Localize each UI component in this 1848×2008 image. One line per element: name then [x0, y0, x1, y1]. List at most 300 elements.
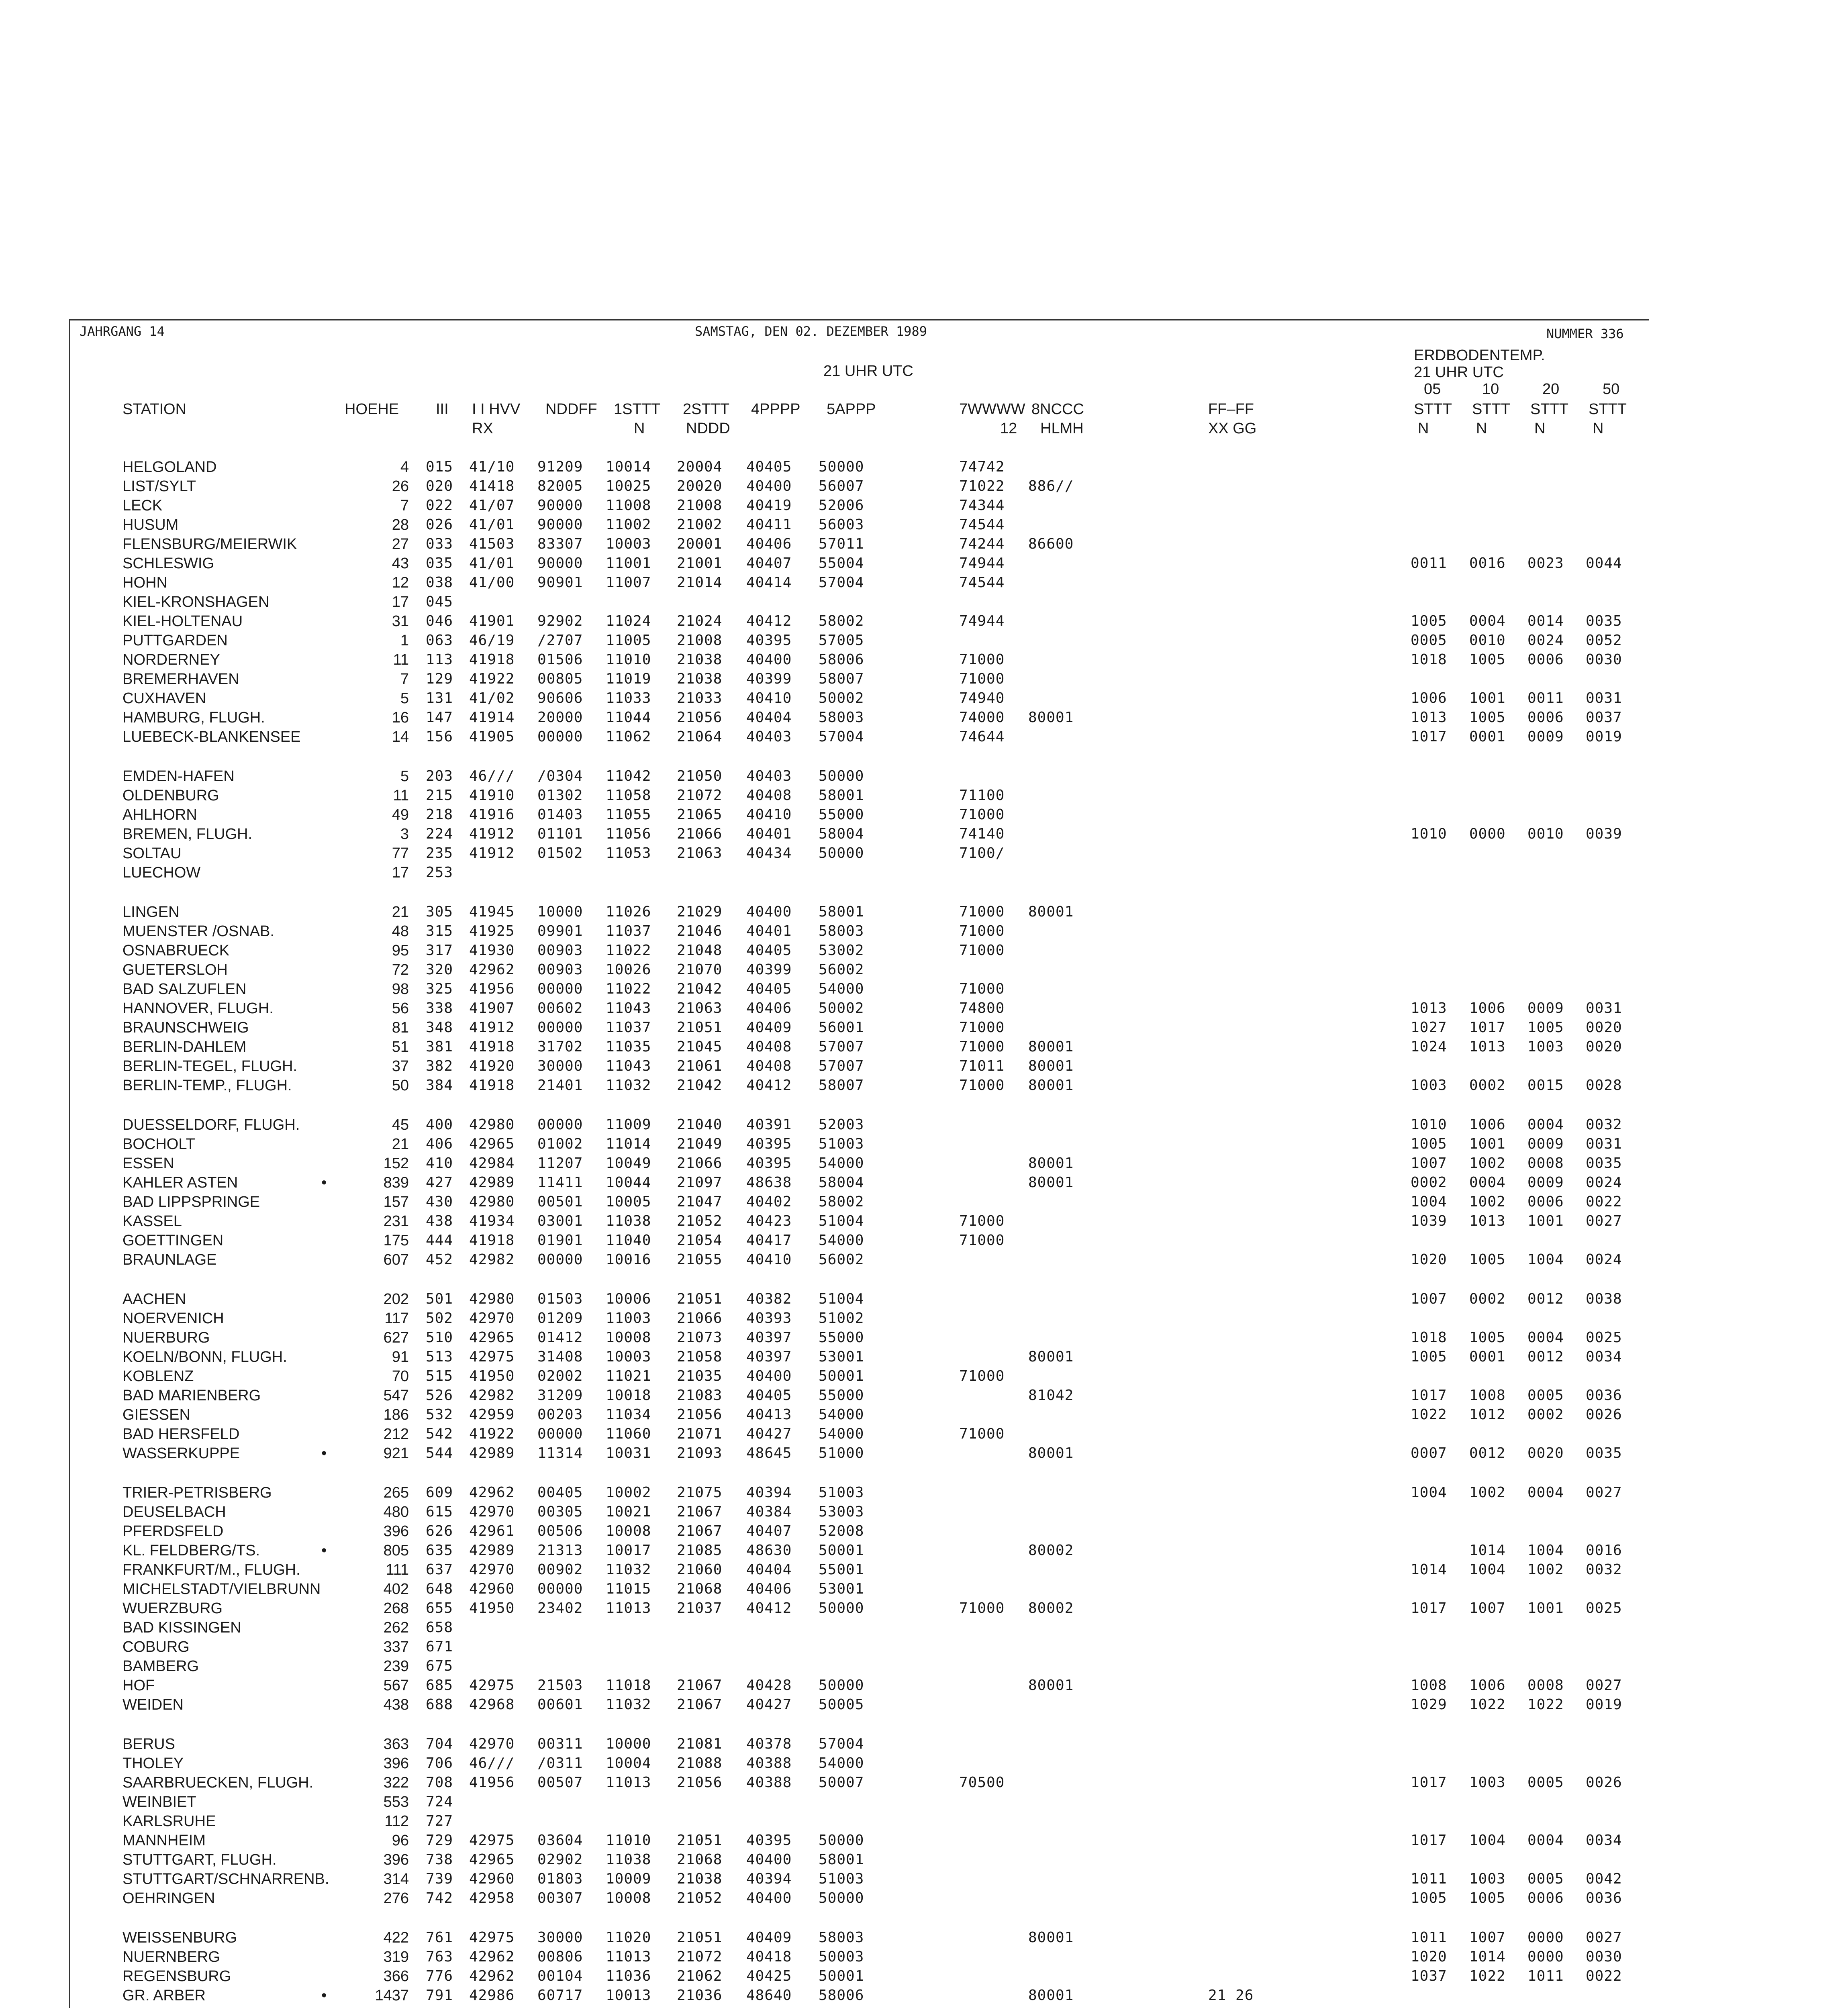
- soil-temp-50: 0020: [1586, 1019, 1622, 1036]
- soil-temp-05: 1017: [1411, 1600, 1447, 1616]
- station-row: [0, 1754, 1578, 1773]
- group-nddff: 00806: [537, 1949, 583, 1965]
- col-sttt-20: STTT: [1530, 401, 1568, 418]
- group-nddff: 01506: [537, 651, 583, 668]
- group-7wwww: 71000: [959, 1600, 1005, 1616]
- station-height: 186: [383, 1406, 409, 1423]
- station-name: BOCHOLT: [123, 1136, 195, 1153]
- group-nddff: 00405: [537, 1484, 583, 1501]
- group-5appp: 51004: [819, 1213, 864, 1229]
- soil-temp-05: 1003: [1411, 1077, 1447, 1094]
- group-nddff: 00000: [537, 1116, 583, 1133]
- group-nddff: 00311: [537, 1736, 583, 1752]
- group-5appp: 54000: [819, 1232, 864, 1249]
- group-nddff: 02902: [537, 1851, 583, 1868]
- station-row: [0, 612, 1622, 631]
- soil-temp-50: 0034: [1586, 1832, 1622, 1849]
- group-5appp: 50000: [819, 1677, 864, 1694]
- station-id: 215: [426, 787, 453, 804]
- station-id: 513: [426, 1349, 453, 1365]
- group-nddff: 00501: [537, 1194, 583, 1210]
- group-1sttt: 11007: [606, 574, 651, 591]
- station-id: 727: [426, 1813, 453, 1829]
- soil-temp-05: 0011: [1411, 555, 1447, 571]
- station-row: [0, 670, 1578, 688]
- group-5appp: 56002: [819, 1251, 864, 1268]
- soil-temp-20: 0005: [1527, 1387, 1564, 1404]
- group-7wwww: 74944: [959, 555, 1005, 571]
- group-7wwww: 71000: [959, 923, 1005, 939]
- station-name: STUTTGART, FLUGH.: [123, 1851, 277, 1868]
- mountain-marker: •: [321, 1445, 327, 1462]
- station-height: 81: [392, 1019, 409, 1036]
- soil-temp-10: 0002: [1469, 1291, 1506, 1307]
- group-1sttt: 11013: [606, 1600, 651, 1616]
- group-1sttt: 10014: [606, 459, 651, 475]
- station-height: 265: [383, 1484, 409, 1501]
- group-2sttt: 21051: [677, 1929, 723, 1946]
- soil-temp-20: 1022: [1527, 1696, 1564, 1713]
- soil-temp-20: 0014: [1527, 613, 1564, 629]
- station-name: WASSERKUPPE: [123, 1445, 240, 1462]
- station-row: [0, 708, 1622, 727]
- group-1sttt: 11019: [606, 671, 651, 687]
- group-1sttt: 11055: [606, 806, 651, 823]
- station-height: 175: [383, 1232, 409, 1249]
- group-2sttt: 21067: [677, 1696, 723, 1713]
- station-id: 015: [426, 459, 453, 475]
- group-7wwww: 74800: [959, 1000, 1005, 1016]
- group-8nccc: 80001: [1028, 1929, 1074, 1946]
- station-name: KOBLENZ: [123, 1368, 194, 1385]
- soil-temp-10: 0004: [1469, 613, 1506, 629]
- station-row: [0, 1425, 1578, 1443]
- station-height: 49: [392, 806, 409, 823]
- group-2sttt: 21047: [677, 1194, 723, 1210]
- station-row: [0, 1676, 1622, 1695]
- soil-temp-20: 1005: [1527, 1019, 1564, 1036]
- group-2sttt: 21048: [677, 942, 723, 959]
- group-5appp: 50001: [819, 1542, 864, 1559]
- station-row: [0, 1870, 1622, 1888]
- group-nddff: 01412: [537, 1329, 583, 1346]
- group-4pppp: 48640: [746, 1987, 792, 2004]
- group-1sttt: 11056: [606, 826, 651, 842]
- group-nddff: 11207: [537, 1155, 583, 1171]
- station-id: 338: [426, 1000, 453, 1016]
- group-2sttt: 21033: [677, 690, 723, 706]
- group-iihvv: 41910: [469, 787, 515, 804]
- group-iihvv: 41956: [469, 981, 515, 997]
- observation-time: 21 UHR UTC: [823, 363, 913, 380]
- group-5appp: 50001: [819, 1368, 864, 1384]
- station-name: GOETTINGEN: [123, 1232, 224, 1249]
- station-id: 742: [426, 1890, 453, 1906]
- soil-temp-10: 1006: [1469, 1000, 1506, 1016]
- station-row: [0, 1154, 1622, 1173]
- station-name: NUERNBERG: [123, 1949, 220, 1965]
- station-height: 627: [383, 1329, 409, 1346]
- station-id: 501: [426, 1291, 453, 1307]
- group-8nccc: 886//: [1028, 478, 1074, 494]
- station-height: 17: [392, 594, 409, 610]
- group-8nccc: 80001: [1028, 1058, 1074, 1074]
- group-nddff: 00000: [537, 1426, 583, 1442]
- group-4pppp: 40427: [746, 1696, 792, 1713]
- group-nddff: 23402: [537, 1600, 583, 1616]
- group-5appp: 53003: [819, 1504, 864, 1520]
- soil-temp-10: 0004: [1469, 1174, 1506, 1191]
- group-nddff: 82005: [537, 478, 583, 494]
- station-id: 708: [426, 1774, 453, 1791]
- group-5appp: 58007: [819, 671, 864, 687]
- group-5appp: 55004: [819, 555, 864, 571]
- soil-temp-50: 0035: [1586, 613, 1622, 629]
- group-nddff: 00903: [537, 961, 583, 978]
- soil-temp-10: 1006: [1469, 1677, 1506, 1694]
- group-iihvv: 42960: [469, 1871, 515, 1887]
- soil-temp-50: 0032: [1586, 1116, 1622, 1133]
- soil-temp-10: 1007: [1469, 1600, 1506, 1616]
- station-id: 444: [426, 1232, 453, 1249]
- station-height: 921: [383, 1445, 409, 1462]
- station-height: 21: [392, 904, 409, 920]
- col-2sttt-sub: NDDD: [686, 420, 730, 437]
- group-8nccc: 80001: [1028, 1445, 1074, 1461]
- station-height: 91: [392, 1349, 409, 1365]
- station-id: 688: [426, 1696, 453, 1713]
- group-iihvv: 41916: [469, 806, 515, 823]
- station-id: 763: [426, 1949, 453, 1965]
- group-2sttt: 21038: [677, 671, 723, 687]
- group-4pppp: 40388: [746, 1774, 792, 1791]
- station-id: 635: [426, 1542, 453, 1559]
- group-1sttt: 11022: [606, 981, 651, 997]
- group-nddff: 03604: [537, 1832, 583, 1849]
- group-2sttt: 21075: [677, 1484, 723, 1501]
- group-5appp: 50003: [819, 1949, 864, 1965]
- group-2sttt: 21046: [677, 923, 723, 939]
- station-name: HOHN: [123, 574, 167, 591]
- group-2sttt: 21088: [677, 1755, 723, 1771]
- group-4pppp: 40419: [746, 497, 792, 514]
- group-4pppp: 40411: [746, 516, 792, 533]
- group-4pppp: 40395: [746, 1832, 792, 1849]
- group-5appp: 51004: [819, 1291, 864, 1307]
- group-nddff: 30000: [537, 1929, 583, 1946]
- group-4pppp: 40404: [746, 709, 792, 726]
- station-id: 305: [426, 904, 453, 920]
- group-5appp: 54000: [819, 1755, 864, 1771]
- group-iihvv: 42970: [469, 1736, 515, 1752]
- group-7wwww: 71000: [959, 1039, 1005, 1055]
- group-iihvv: 42975: [469, 1832, 515, 1849]
- group-iihvv: 42980: [469, 1116, 515, 1133]
- soil-temp-10: 1014: [1469, 1949, 1506, 1965]
- group-4pppp: 40412: [746, 613, 792, 629]
- station-name: AACHEN: [123, 1291, 186, 1308]
- group-5appp: 57005: [819, 632, 864, 649]
- col-nddff: NDDFF: [545, 401, 597, 418]
- station-row: [0, 496, 1578, 515]
- group-4pppp: 40388: [746, 1755, 792, 1771]
- soil-temp-50: 0035: [1586, 1445, 1622, 1461]
- group-5appp: 54000: [819, 981, 864, 997]
- soil-temp-10: 0012: [1469, 1445, 1506, 1461]
- group-iihvv: 46///: [469, 768, 515, 784]
- soil-temp-50: 0052: [1586, 632, 1622, 649]
- group-iihvv: 42965: [469, 1851, 515, 1868]
- group-8nccc: 80001: [1028, 709, 1074, 726]
- group-iihvv: 41945: [469, 904, 515, 920]
- soil-temp-05: 0005: [1411, 632, 1447, 649]
- group-iihvv: 42965: [469, 1329, 515, 1346]
- station-name: BAD SALZUFLEN: [123, 981, 247, 998]
- group-2sttt: 21045: [677, 1039, 723, 1055]
- group-1sttt: 11062: [606, 729, 651, 745]
- group-iihvv: 42961: [469, 1523, 515, 1539]
- group-2sttt: 21061: [677, 1058, 723, 1074]
- group-1sttt: 11033: [606, 690, 651, 706]
- station-height: 3: [400, 826, 409, 843]
- station-id: 147: [426, 709, 453, 726]
- group-nddff: 92902: [537, 613, 583, 629]
- station-id: 022: [426, 497, 453, 514]
- soil-temp-20: 1004: [1527, 1251, 1564, 1268]
- group-2sttt: 21001: [677, 555, 723, 571]
- group-4pppp: 40405: [746, 981, 792, 997]
- soil-temp-50: 0031: [1586, 1000, 1622, 1016]
- group-4pppp: 40407: [746, 555, 792, 571]
- group-2sttt: 21071: [677, 1426, 723, 1442]
- station-row: [0, 1386, 1622, 1405]
- soil-temp-50: 0037: [1586, 709, 1622, 726]
- group-2sttt: 21042: [677, 981, 723, 997]
- group-iihvv: 41920: [469, 1058, 515, 1074]
- group-4pppp: 40409: [746, 1929, 792, 1946]
- station-id: 026: [426, 516, 453, 533]
- group-1sttt: 10021: [606, 1504, 651, 1520]
- group-nddff: 01803: [537, 1871, 583, 1887]
- station-row: [0, 1251, 1622, 1269]
- station-id: 609: [426, 1484, 453, 1501]
- soil-temp-20: 0020: [1527, 1445, 1564, 1461]
- group-2sttt: 21063: [677, 1000, 723, 1016]
- station-name: KIEL-KRONSHAGEN: [123, 594, 270, 610]
- group-5appp: 52008: [819, 1523, 864, 1539]
- soil-temp-05: 1011: [1411, 1871, 1447, 1887]
- group-1sttt: 11040: [606, 1232, 651, 1249]
- station-row: [0, 1444, 1622, 1463]
- soil-temp-10: 1004: [1469, 1832, 1506, 1849]
- group-1sttt: 11043: [606, 1000, 651, 1016]
- station-id: 761: [426, 1929, 453, 1946]
- group-nddff: 01101: [537, 826, 583, 842]
- soil-temp-10: 1003: [1469, 1774, 1506, 1791]
- group-nddff: 01901: [537, 1232, 583, 1249]
- group-5appp: 53001: [819, 1581, 864, 1597]
- group-nddff: /2707: [537, 632, 583, 649]
- soil-temp-10: 0002: [1469, 1077, 1506, 1094]
- station-row: [0, 1522, 1578, 1541]
- group-5appp: 55000: [819, 1387, 864, 1404]
- group-nddff: 90000: [537, 516, 583, 533]
- group-4pppp: 40405: [746, 459, 792, 475]
- station-row: [0, 1657, 1578, 1675]
- station-name: WUERZBURG: [123, 1600, 223, 1617]
- soil-temp-50: 0016: [1586, 1542, 1622, 1559]
- group-4pppp: 40417: [746, 1232, 792, 1249]
- group-7wwww: 71000: [959, 1368, 1005, 1384]
- group-nddff: 60717: [537, 1987, 583, 2004]
- group-4pppp: 40427: [746, 1426, 792, 1442]
- group-4pppp: 40400: [746, 1368, 792, 1384]
- station-height: 45: [392, 1116, 409, 1133]
- group-nddff: 00203: [537, 1406, 583, 1423]
- soil-temp-10: 1013: [1469, 1039, 1506, 1055]
- group-nddff: 03001: [537, 1213, 583, 1229]
- group-nddff: 11411: [537, 1174, 583, 1191]
- group-8nccc: 80002: [1028, 1600, 1074, 1616]
- group-iihvv: 42982: [469, 1387, 515, 1404]
- group-4pppp: 40406: [746, 536, 792, 552]
- soil-temp-20: 1004: [1527, 1542, 1564, 1559]
- group-2sttt: 21067: [677, 1504, 723, 1520]
- group-2sttt: 21068: [677, 1851, 723, 1868]
- station-row: [0, 1986, 1578, 2005]
- soil-temp-05: 1010: [1411, 826, 1447, 842]
- station-name: LINGEN: [123, 904, 180, 920]
- station-name: BERUS: [123, 1736, 175, 1753]
- group-4pppp: 40400: [746, 478, 792, 494]
- soil-temp-50: 0034: [1586, 1349, 1622, 1365]
- soil-temp-05: 1007: [1411, 1291, 1447, 1307]
- group-nddff: 30000: [537, 1058, 583, 1074]
- group-nddff: 31209: [537, 1387, 583, 1404]
- col-ff: FF–FF: [1208, 401, 1254, 418]
- station-row: [0, 941, 1578, 960]
- soil-temp-05: 1022: [1411, 1406, 1447, 1423]
- group-7wwww: 71000: [959, 671, 1005, 687]
- soil-temp-10: 1005: [1469, 709, 1506, 726]
- station-name: OEHRINGEN: [123, 1890, 215, 1907]
- station-name: KL. FELDBERG/TS.: [123, 1542, 260, 1559]
- soil-temp-50: 0036: [1586, 1890, 1622, 1906]
- station-height: 21: [392, 1136, 409, 1153]
- group-1sttt: 11009: [606, 1116, 651, 1133]
- station-name: BRAUNSCHWEIG: [123, 1019, 249, 1036]
- station-height: 239: [383, 1658, 409, 1675]
- group-2sttt: 21038: [677, 651, 723, 668]
- station-id: 438: [426, 1213, 453, 1229]
- group-5appp: 58002: [819, 613, 864, 629]
- soil-temp-20: 1001: [1527, 1213, 1564, 1229]
- station-height: 396: [383, 1755, 409, 1772]
- station-row: [0, 1290, 1622, 1308]
- group-2sttt: 21066: [677, 1155, 723, 1171]
- station-row: [0, 1948, 1622, 1966]
- group-iihvv: 42984: [469, 1155, 515, 1171]
- group-4pppp: 40408: [746, 1039, 792, 1055]
- station-name: BREMEN, FLUGH.: [123, 826, 253, 843]
- soil-temp-10: 1001: [1469, 690, 1506, 706]
- group-1sttt: 11060: [606, 1426, 651, 1442]
- group-nddff: 01403: [537, 806, 583, 823]
- col-8nccc-sub: HLMH: [1040, 420, 1084, 437]
- group-5appp: 57007: [819, 1039, 864, 1055]
- group-nddff: 91209: [537, 459, 583, 475]
- station-row: [0, 1018, 1622, 1037]
- station-id: 510: [426, 1329, 453, 1346]
- group-1sttt: 11013: [606, 1949, 651, 1965]
- soil-temp-05: 1018: [1411, 1329, 1447, 1346]
- group-iihvv: 42970: [469, 1504, 515, 1520]
- station-id: 156: [426, 729, 453, 745]
- station-name: BRAUNLAGE: [123, 1251, 217, 1268]
- station-height: 95: [392, 942, 409, 959]
- group-4pppp: 40382: [746, 1291, 792, 1307]
- soil-temp-50: 0030: [1586, 651, 1622, 668]
- soil-temp-05: 1039: [1411, 1213, 1447, 1229]
- station-name: GR. ARBER: [123, 1987, 206, 2004]
- group-5appp: 50000: [819, 768, 864, 784]
- station-row: [0, 1812, 1578, 1830]
- group-4pppp: 40395: [746, 1155, 792, 1171]
- station-height: 43: [392, 555, 409, 572]
- station-height: 12: [392, 574, 409, 591]
- soil-temp-20: 0009: [1527, 1000, 1564, 1016]
- group-2sttt: 21093: [677, 1445, 723, 1461]
- group-1sttt: 10044: [606, 1174, 651, 1191]
- group-4pppp: 40434: [746, 845, 792, 861]
- group-5appp: 57007: [819, 1058, 864, 1074]
- group-1sttt: 11044: [606, 709, 651, 726]
- group-2sttt: 21038: [677, 1871, 723, 1887]
- col-n-10: N: [1476, 420, 1487, 437]
- soil-temp-50: 0042: [1586, 1871, 1622, 1887]
- station-row: [0, 1057, 1578, 1075]
- jahrgang-label: JAHRGANG 14: [80, 324, 165, 339]
- group-1sttt: 11002: [606, 516, 651, 533]
- station-row: [0, 1076, 1622, 1095]
- group-nddff: 90000: [537, 555, 583, 571]
- station-id: 729: [426, 1832, 453, 1849]
- group-7wwww: 74644: [959, 729, 1005, 745]
- soil-temp-20: 0004: [1527, 1832, 1564, 1849]
- group-8nccc: 80001: [1028, 1677, 1074, 1694]
- soil-temp-50: 0028: [1586, 1077, 1622, 1094]
- station-name: STUTTGART/SCHNARRENB.: [123, 1871, 329, 1888]
- group-1sttt: 11042: [606, 768, 651, 784]
- group-4pppp: 40406: [746, 1000, 792, 1016]
- col-2sttt: 2STTT: [683, 401, 730, 418]
- group-5appp: 58001: [819, 787, 864, 804]
- station-row: [0, 535, 1578, 553]
- col-ff-sub: XX GG: [1208, 420, 1257, 437]
- group-4pppp: 40410: [746, 806, 792, 823]
- station-height: 5: [400, 768, 409, 785]
- soil-temp-05: 1020: [1411, 1949, 1447, 1965]
- station-name: KIEL-HOLTENAU: [123, 613, 243, 630]
- soil-temp-50: 0039: [1586, 826, 1622, 842]
- station-height: 547: [383, 1387, 409, 1404]
- col-sttt-05: STTT: [1414, 401, 1452, 418]
- soil-temp-20: 1011: [1527, 1968, 1564, 1984]
- soil-temp-05: 1029: [1411, 1696, 1447, 1713]
- group-8nccc: 86600: [1028, 536, 1074, 552]
- station-id: 615: [426, 1504, 453, 1520]
- group-4pppp: 48638: [746, 1174, 792, 1191]
